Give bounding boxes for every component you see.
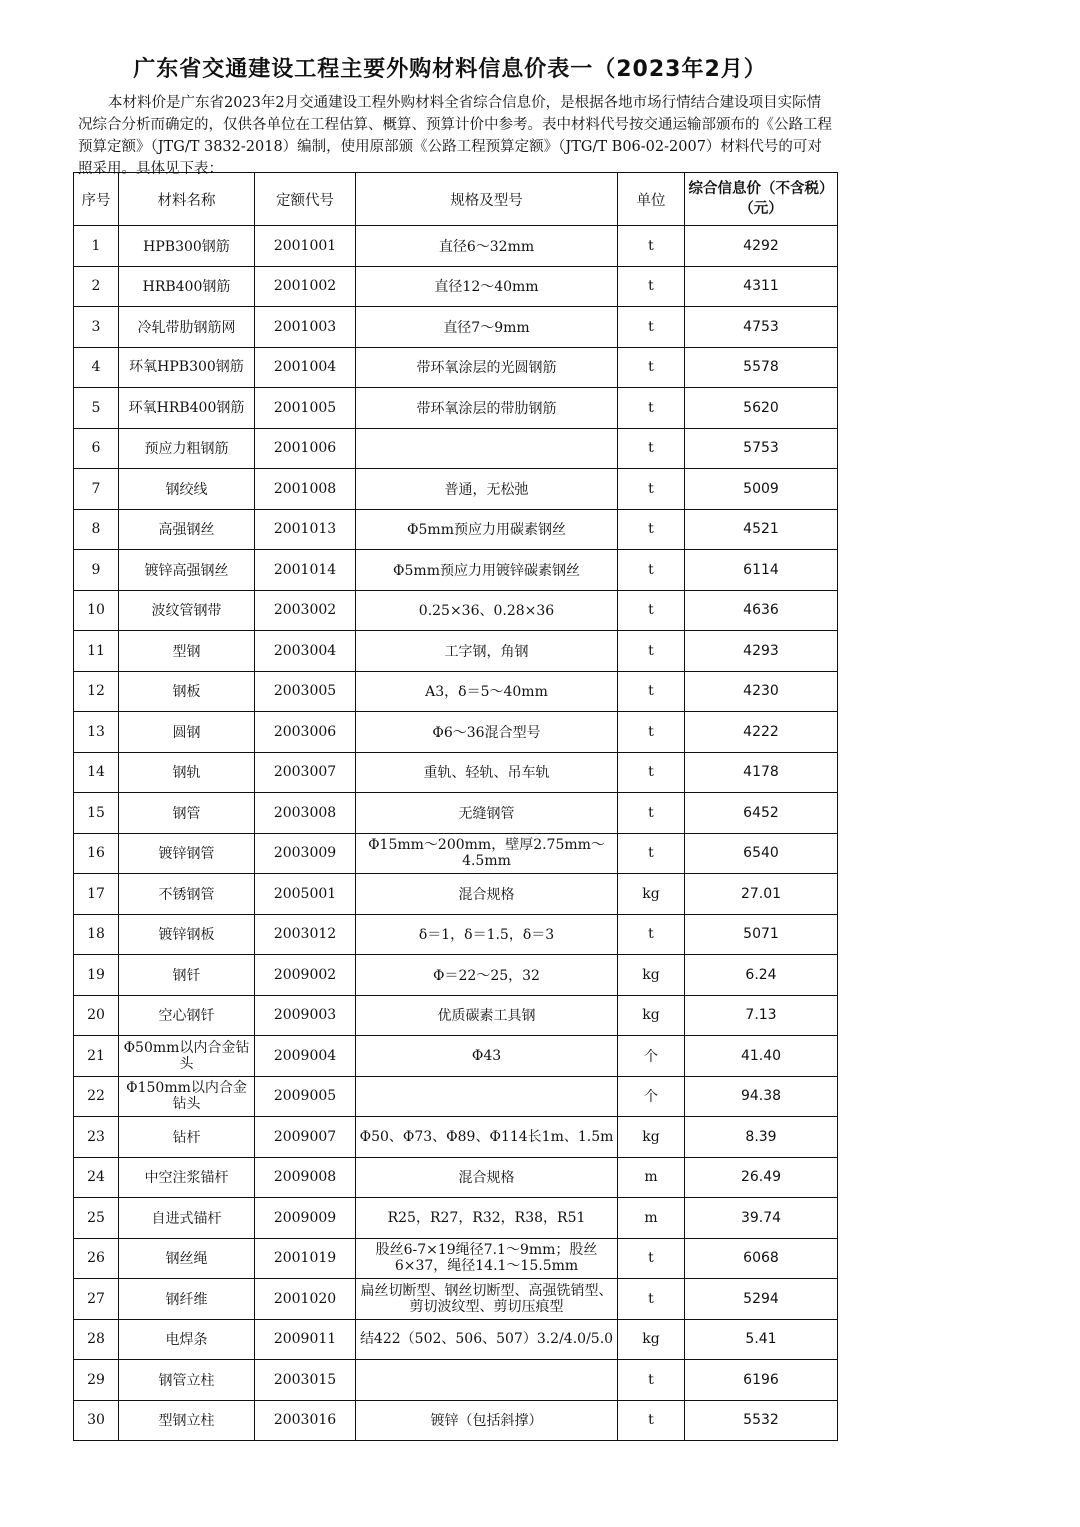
cell-price: 5009 — [685, 469, 838, 510]
cell-seq: 9 — [74, 550, 119, 591]
table-row — [74, 1238, 838, 1279]
cell-code: 2001008 — [255, 469, 356, 510]
cell-spec: 股丝6-7×19绳径7.1～9mm；股丝6×37，绳径14.1～15.5mm — [356, 1238, 618, 1279]
cell-unit: kg — [618, 1117, 685, 1158]
cell-unit: m — [618, 1198, 685, 1239]
cell-unit: t — [618, 388, 685, 429]
table-row — [74, 266, 838, 307]
cell-code: 2003015 — [255, 1360, 356, 1401]
cell-price: 4230 — [685, 671, 838, 712]
cell-spec: A3，δ＝5～40mm — [356, 671, 618, 712]
cell-spec — [356, 428, 618, 469]
cell-unit: t — [618, 509, 685, 550]
cell-name: 镀锌钢管 — [119, 833, 255, 874]
cell-price: 4222 — [685, 712, 838, 753]
cell-name: 环氧HRB400钢筋 — [119, 388, 255, 429]
table-row — [74, 1117, 838, 1158]
cell-price: 5.41 — [685, 1319, 838, 1360]
cell-unit: t — [618, 428, 685, 469]
cell-price: 5532 — [685, 1400, 838, 1441]
cell-spec: 带环氧涂层的带肋钢筋 — [356, 388, 618, 429]
cell-name: 镀锌高强钢丝 — [119, 550, 255, 591]
table-row — [74, 793, 838, 834]
cell-unit: t — [618, 307, 685, 348]
table-row — [74, 712, 838, 753]
cell-code: 2003009 — [255, 833, 356, 874]
cell-price: 4292 — [685, 226, 838, 267]
header-unit: 单位 — [618, 173, 685, 226]
cell-name: 钢绞线 — [119, 469, 255, 510]
cell-name: 钢管 — [119, 793, 255, 834]
cell-seq: 25 — [74, 1198, 119, 1239]
cell-seq: 18 — [74, 914, 119, 955]
table-row — [74, 226, 838, 267]
cell-seq: 24 — [74, 1157, 119, 1198]
table-row — [74, 914, 838, 955]
cell-price: 4178 — [685, 752, 838, 793]
cell-seq: 28 — [74, 1319, 119, 1360]
table-row — [74, 428, 838, 469]
cell-spec: 结422（502、506、507）3.2/4.0/5.0 — [356, 1319, 618, 1360]
cell-spec: Φ15mm～200mm，壁厚2.75mm～4.5mm — [356, 833, 618, 874]
table-row — [74, 1400, 838, 1441]
cell-name: 中空注浆锚杆 — [119, 1157, 255, 1198]
cell-spec: 重轨、轻轨、吊车轨 — [356, 752, 618, 793]
cell-unit: t — [618, 1279, 685, 1320]
cell-seq: 15 — [74, 793, 119, 834]
cell-code: 2001006 — [255, 428, 356, 469]
cell-name: 钢板 — [119, 671, 255, 712]
cell-name: 钢管立柱 — [119, 1360, 255, 1401]
cell-seq: 26 — [74, 1238, 119, 1279]
cell-spec: Φ50、Φ73、Φ89、Φ114长1m、1.5m — [356, 1117, 618, 1158]
cell-price: 4521 — [685, 509, 838, 550]
cell-code: 2003016 — [255, 1400, 356, 1441]
cell-unit: t — [618, 266, 685, 307]
cell-price: 8.39 — [685, 1117, 838, 1158]
cell-seq: 5 — [74, 388, 119, 429]
table-row — [74, 347, 838, 388]
cell-spec: 扁丝切断型、钢丝切断型、高强铣销型、剪切波纹型、剪切压痕型 — [356, 1279, 618, 1320]
cell-code: 2009003 — [255, 995, 356, 1036]
cell-unit: kg — [618, 955, 685, 996]
cell-unit: t — [618, 752, 685, 793]
cell-seq: 10 — [74, 590, 119, 631]
cell-unit: t — [618, 550, 685, 591]
table-row — [74, 388, 838, 429]
table-row — [74, 307, 838, 348]
table-row — [74, 874, 838, 915]
header-spec: 规格及型号 — [356, 173, 618, 226]
cell-name: 镀锌钢板 — [119, 914, 255, 955]
page-title: 广东省交通建设工程主要外购材料信息价表一（2023年2月） — [133, 57, 767, 82]
cell-code: 2005001 — [255, 874, 356, 915]
cell-seq: 14 — [74, 752, 119, 793]
cell-code: 2003004 — [255, 631, 356, 672]
cell-name: 型钢立柱 — [119, 1400, 255, 1441]
cell-spec: Φ5mm预应力用镀锌碳素钢丝 — [356, 550, 618, 591]
cell-unit: kg — [618, 995, 685, 1036]
cell-spec: 镀锌（包括斜撑） — [356, 1400, 618, 1441]
cell-spec: Φ43 — [356, 1036, 618, 1077]
cell-code: 2003006 — [255, 712, 356, 753]
cell-code: 2001014 — [255, 550, 356, 591]
cell-price: 5578 — [685, 347, 838, 388]
cell-unit: 个 — [618, 1036, 685, 1077]
table-row — [74, 631, 838, 672]
header-name: 材料名称 — [119, 173, 255, 226]
cell-name: Φ150mm以内合金钻头 — [119, 1076, 255, 1117]
cell-seq: 6 — [74, 428, 119, 469]
cell-unit: t — [618, 1400, 685, 1441]
cell-seq: 17 — [74, 874, 119, 915]
cell-seq: 21 — [74, 1036, 119, 1077]
table-row — [74, 590, 838, 631]
cell-spec — [356, 1360, 618, 1401]
cell-spec: Φ5mm预应力用碳素钢丝 — [356, 509, 618, 550]
cell-seq: 7 — [74, 469, 119, 510]
table-row — [74, 1360, 838, 1401]
cell-name: 冷轧带肋钢筋网 — [119, 307, 255, 348]
cell-unit: t — [618, 631, 685, 672]
cell-unit: t — [618, 793, 685, 834]
cell-price: 4636 — [685, 590, 838, 631]
cell-name: 预应力粗钢筋 — [119, 428, 255, 469]
cell-price: 6540 — [685, 833, 838, 874]
cell-unit: m — [618, 1157, 685, 1198]
table-row — [74, 752, 838, 793]
cell-seq: 1 — [74, 226, 119, 267]
cell-name: 不锈钢管 — [119, 874, 255, 915]
cell-spec: 带环氧涂层的光圆钢筋 — [356, 347, 618, 388]
cell-price: 4293 — [685, 631, 838, 672]
cell-name: HRB400钢筋 — [119, 266, 255, 307]
cell-spec: 混合规格 — [356, 874, 618, 915]
intro-paragraph: 本材料价是广东省2023年2月交通建设工程外购材料全省综合信息价，是根据各地市场行情结合建设项目实际情况综合分析而确定的，仅供各单位在工程估算、概算、预算计价中参考。表中材料代号按交通运输部颁布的《公路工程预算定额》（JTG/T 3832-2018）编制，使用原部颁《公路工程预算定额》（JTG/T B06-02-2007）材料代号的可对照采用。具体见下表： — [78, 95, 832, 177]
cell-seq: 12 — [74, 671, 119, 712]
cell-price: 41.40 — [685, 1036, 838, 1077]
cell-seq: 13 — [74, 712, 119, 753]
cell-unit: t — [618, 226, 685, 267]
cell-name: 型钢 — [119, 631, 255, 672]
cell-spec: 普通，无松弛 — [356, 469, 618, 510]
table-row — [74, 1036, 838, 1077]
cell-unit: kg — [618, 874, 685, 915]
cell-price: 6068 — [685, 1238, 838, 1279]
table-row — [74, 1319, 838, 1360]
cell-code: 2001020 — [255, 1279, 356, 1320]
cell-code: 2003012 — [255, 914, 356, 955]
cell-spec: 直径12～40mm — [356, 266, 618, 307]
table-row — [74, 1157, 838, 1198]
cell-spec: 直径6～32mm — [356, 226, 618, 267]
cell-code: 2001019 — [255, 1238, 356, 1279]
cell-seq: 23 — [74, 1117, 119, 1158]
cell-code: 2009009 — [255, 1198, 356, 1239]
cell-unit: t — [618, 914, 685, 955]
cell-seq: 11 — [74, 631, 119, 672]
cell-unit: t — [618, 1360, 685, 1401]
cell-unit: t — [618, 347, 685, 388]
table-row — [74, 1279, 838, 1320]
table-row — [74, 833, 838, 874]
cell-code: 2001005 — [255, 388, 356, 429]
cell-spec: 工字钢，角钢 — [356, 631, 618, 672]
cell-seq: 16 — [74, 833, 119, 874]
cell-seq: 3 — [74, 307, 119, 348]
cell-spec: 混合规格 — [356, 1157, 618, 1198]
cell-code: 2001013 — [255, 509, 356, 550]
cell-price: 4311 — [685, 266, 838, 307]
price-table — [73, 172, 838, 1441]
table-row — [74, 550, 838, 591]
cell-unit: t — [618, 590, 685, 631]
cell-name: 圆钢 — [119, 712, 255, 753]
cell-name: 高强钢丝 — [119, 509, 255, 550]
cell-name: 钢轨 — [119, 752, 255, 793]
cell-unit: t — [618, 671, 685, 712]
cell-price: 94.38 — [685, 1076, 838, 1117]
cell-price: 5294 — [685, 1279, 838, 1320]
cell-spec — [356, 1076, 618, 1117]
cell-name: HPB300钢筋 — [119, 226, 255, 267]
cell-price: 6114 — [685, 550, 838, 591]
cell-seq: 27 — [74, 1279, 119, 1320]
cell-name: 钢钎 — [119, 955, 255, 996]
table-row — [74, 1198, 838, 1239]
cell-code: 2001001 — [255, 226, 356, 267]
cell-price: 6196 — [685, 1360, 838, 1401]
cell-price: 6.24 — [685, 955, 838, 996]
cell-name: 钢纤维 — [119, 1279, 255, 1320]
table-row — [74, 995, 838, 1036]
cell-unit: 个 — [618, 1076, 685, 1117]
cell-spec: Φ6～36混合型号 — [356, 712, 618, 753]
cell-name: Φ50mm以内合金钻头 — [119, 1036, 255, 1077]
cell-code: 2009004 — [255, 1036, 356, 1077]
cell-code: 2001002 — [255, 266, 356, 307]
cell-code: 2003007 — [255, 752, 356, 793]
table-row — [74, 1076, 838, 1117]
cell-seq: 8 — [74, 509, 119, 550]
cell-unit: kg — [618, 1319, 685, 1360]
cell-unit: t — [618, 469, 685, 510]
table-row — [74, 469, 838, 510]
cell-code: 2001003 — [255, 307, 356, 348]
cell-seq: 22 — [74, 1076, 119, 1117]
table-row — [74, 509, 838, 550]
cell-name: 钻杆 — [119, 1117, 255, 1158]
table-row — [74, 671, 838, 712]
cell-price: 7.13 — [685, 995, 838, 1036]
cell-code: 2009005 — [255, 1076, 356, 1117]
table-row — [74, 955, 838, 996]
header-seq: 序号 — [74, 173, 119, 226]
cell-name: 钢丝绳 — [119, 1238, 255, 1279]
cell-seq: 29 — [74, 1360, 119, 1401]
cell-code: 2009002 — [255, 955, 356, 996]
cell-code: 2001004 — [255, 347, 356, 388]
cell-name: 波纹管钢带 — [119, 590, 255, 631]
cell-spec: 优质碳素工具钢 — [356, 995, 618, 1036]
cell-spec: 0.25×36、0.28×36 — [356, 590, 618, 631]
cell-spec: 无缝钢管 — [356, 793, 618, 834]
cell-price: 5071 — [685, 914, 838, 955]
table-body — [74, 226, 838, 1441]
cell-seq: 2 — [74, 266, 119, 307]
cell-spec: R25，R27，R32，R38，R51 — [356, 1198, 618, 1239]
cell-unit: t — [618, 712, 685, 753]
cell-name: 空心钢钎 — [119, 995, 255, 1036]
cell-spec: δ＝1，δ＝1.5，δ＝3 — [356, 914, 618, 955]
cell-name: 环氧HPB300钢筋 — [119, 347, 255, 388]
cell-spec: Φ＝22～25，32 — [356, 955, 618, 996]
cell-price: 5753 — [685, 428, 838, 469]
cell-seq: 30 — [74, 1400, 119, 1441]
header-code: 定额代号 — [255, 173, 356, 226]
cell-code: 2003002 — [255, 590, 356, 631]
header-price: 综合信息价（不含税）（元） — [685, 173, 838, 226]
cell-name: 电焊条 — [119, 1319, 255, 1360]
cell-seq: 4 — [74, 347, 119, 388]
table-header — [74, 173, 838, 226]
cell-code: 2009007 — [255, 1117, 356, 1158]
cell-unit: t — [618, 1238, 685, 1279]
cell-unit: t — [618, 833, 685, 874]
cell-price: 5620 — [685, 388, 838, 429]
cell-price: 27.01 — [685, 874, 838, 915]
cell-seq: 19 — [74, 955, 119, 996]
cell-seq: 20 — [74, 995, 119, 1036]
cell-spec: 直径7～9mm — [356, 307, 618, 348]
cell-price: 6452 — [685, 793, 838, 834]
cell-code: 2003005 — [255, 671, 356, 712]
cell-price: 39.74 — [685, 1198, 838, 1239]
cell-code: 2009011 — [255, 1319, 356, 1360]
cell-code: 2009008 — [255, 1157, 356, 1198]
cell-price: 26.49 — [685, 1157, 838, 1198]
cell-price: 4753 — [685, 307, 838, 348]
cell-code: 2003008 — [255, 793, 356, 834]
cell-name: 自进式锚杆 — [119, 1198, 255, 1239]
